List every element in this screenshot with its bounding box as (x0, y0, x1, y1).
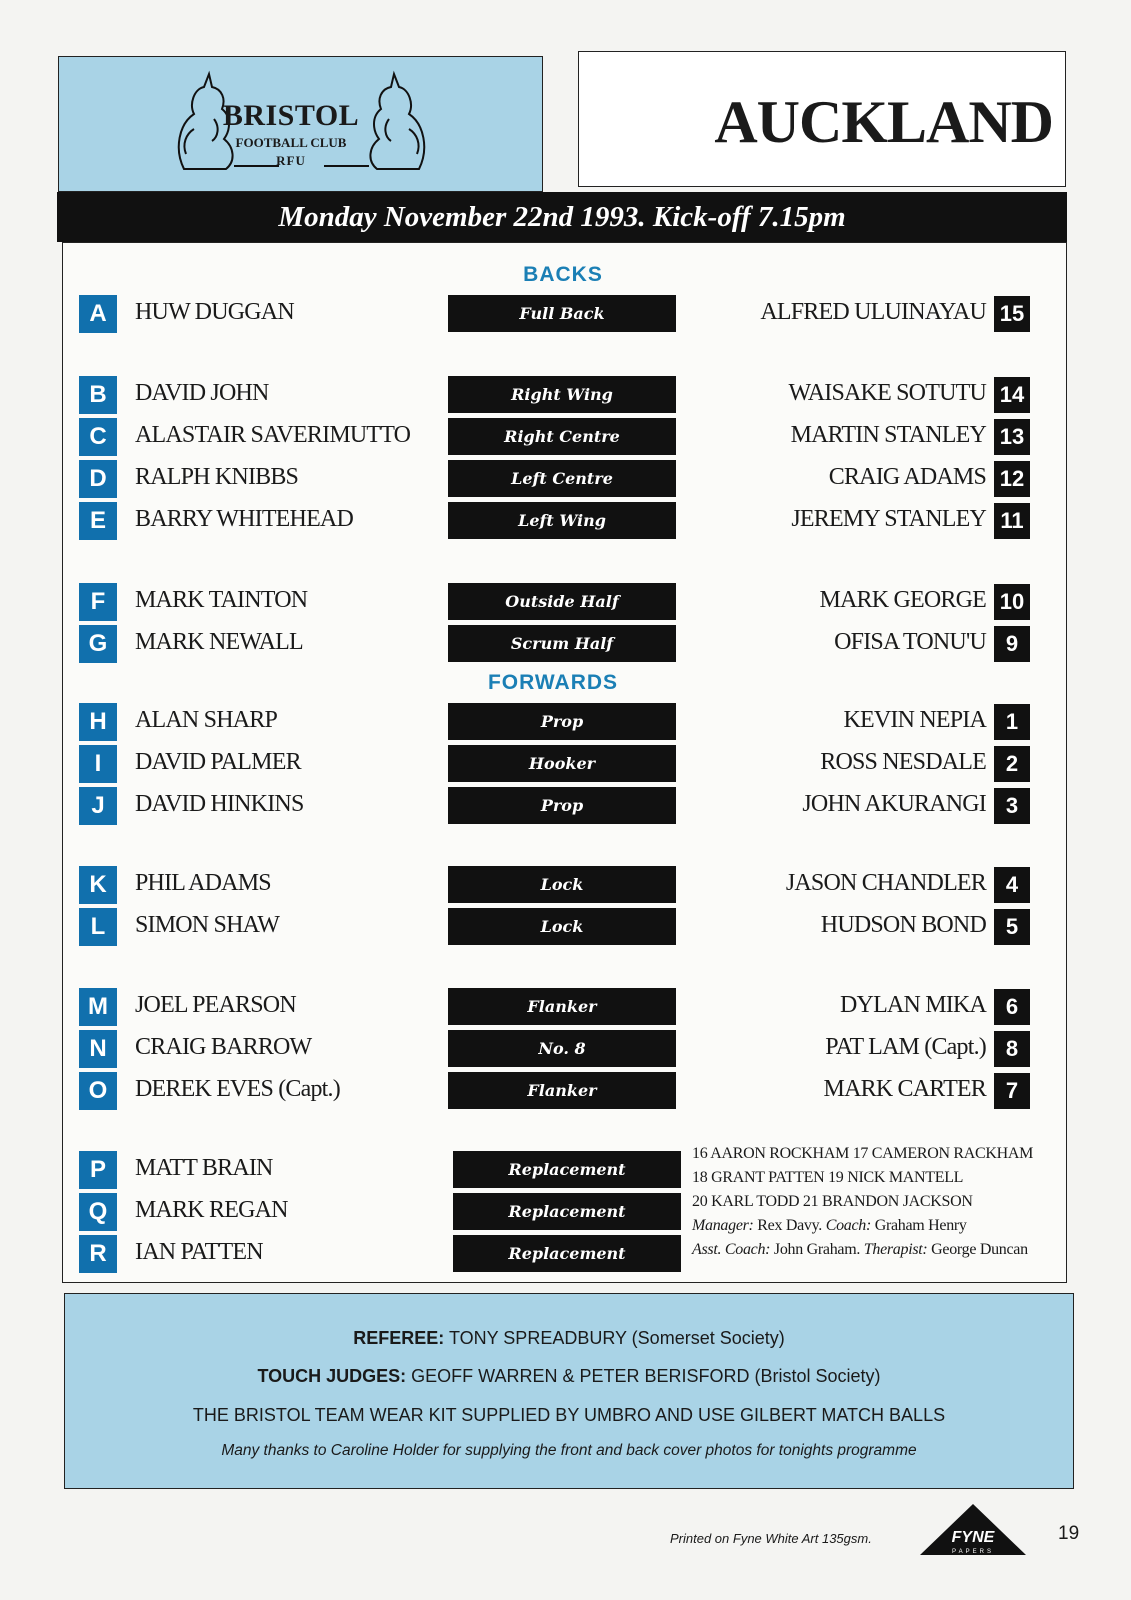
manager-name: Rex Davy. (757, 1217, 822, 1234)
printed-note: Printed on Fyne White Art 135gsm. (670, 1531, 872, 1546)
thanks-line: Many thanks to Caroline Holder for supplying the front and back cover photos for tonights programme (221, 1442, 917, 1459)
away-staff-line (692, 1214, 1072, 1238)
player-letter-badge: O (79, 1072, 117, 1110)
fyne-papers-logo (918, 1502, 1028, 1557)
home-player-name: JOEL PEARSON (135, 992, 296, 1018)
referee-label: REFEREE: (353, 1328, 445, 1348)
kit-sponsor-line: THE BRISTOL TEAM WEAR KIT SUPPLIED BY UMBRO AND USE GILBERT MATCH BALLS (192, 1405, 946, 1425)
away-player-number: 4 (994, 867, 1030, 903)
home-player-name: DAVID PALMER (135, 749, 301, 775)
player-letter-badge: P (79, 1151, 117, 1189)
player-letter-badge: Q (79, 1193, 117, 1231)
officials-panel (64, 1293, 1074, 1489)
player-letter-badge: C (79, 418, 117, 456)
position-label: Replacement (453, 1151, 681, 1188)
forwards-heading: FORWARDS (487, 671, 619, 694)
home-player-name: IAN PATTEN (135, 1239, 263, 1265)
away-player-name: WAISAKE SOTUTU (788, 380, 986, 406)
position-label: Prop (448, 703, 676, 740)
touch-judges-names: GEOFF WARREN & PETER BERISFORD (Bristol Society) (411, 1366, 881, 1386)
club-subtitle: FOOTBALL CLUB (235, 135, 347, 150)
home-player-name: MARK REGAN (135, 1197, 288, 1223)
club-union: RFU (276, 153, 306, 168)
away-replacements-line: 16 AARON ROCKHAM 17 CAMERON RACKHAM (692, 1145, 1034, 1162)
home-player-name: DAVID JOHN (135, 380, 269, 406)
player-letter-badge: I (79, 745, 117, 783)
away-player-number: 1 (994, 704, 1030, 740)
fyne-logo-sub: PAPERS (952, 1549, 994, 1555)
asst-coach-label: Asst. Coach: (692, 1241, 771, 1258)
away-player-number: 13 (994, 419, 1030, 455)
player-letter-badge: E (79, 502, 117, 540)
position-label: Scrum Half (448, 625, 676, 662)
player-letter-badge: R (79, 1235, 117, 1273)
position-label: Right Centre (448, 418, 676, 455)
referee-line (65, 1328, 1073, 1349)
away-player-name: DYLAN MIKA (840, 992, 986, 1018)
home-player-name: ALASTAIR SAVERIMUTTO (135, 422, 411, 448)
away-player-name: MARTIN STANLEY (790, 422, 986, 448)
home-player-name: MARK TAINTON (135, 587, 308, 613)
position-label: No. 8 (448, 1030, 676, 1067)
opponent-title: AUCKLAND (714, 89, 1053, 155)
home-player-name: DEREK EVES (Capt.) (135, 1076, 340, 1102)
away-player-name: ALFRED ULUINAYAU (760, 299, 986, 325)
away-player-name: MARK GEORGE (819, 587, 986, 613)
away-player-number: 14 (994, 377, 1030, 413)
position-label: Flanker (448, 1072, 676, 1109)
player-letter-badge: N (79, 1030, 117, 1068)
away-player-number: 5 (994, 909, 1030, 945)
position-label: Prop (448, 787, 676, 824)
position-label: Replacement (453, 1235, 681, 1272)
away-replacements-line: 20 KARL TODD 21 BRANDON JACKSON (692, 1193, 973, 1210)
away-replacements-line: 18 GRANT PATTEN 19 NICK MANTELL (692, 1169, 964, 1186)
home-player-name: ALAN SHARP (135, 707, 278, 733)
home-player-name: DAVID HINKINS (135, 791, 304, 817)
away-player-number: 11 (994, 503, 1030, 539)
home-player-name: SIMON SHAW (135, 912, 280, 938)
page-number: 19 (1058, 1523, 1080, 1544)
away-player-number: 2 (994, 746, 1030, 782)
away-player-number: 9 (994, 626, 1030, 662)
position-label: Replacement (453, 1193, 681, 1230)
away-replacements (692, 1142, 1072, 1262)
backs-heading: BACKS (523, 263, 603, 286)
bristol-logo-panel (58, 56, 543, 192)
away-player-number: 12 (994, 461, 1030, 497)
position-label: Flanker (448, 988, 676, 1025)
player-letter-badge: D (79, 460, 117, 498)
away-player-number: 6 (994, 989, 1030, 1025)
player-letter-badge: L (79, 908, 117, 946)
away-player-name: HUDSON BOND (820, 912, 986, 938)
player-letter-badge: H (79, 703, 117, 741)
player-letter-badge: K (79, 866, 117, 904)
player-letter-badge: A (79, 295, 117, 333)
position-label: Left Centre (448, 460, 676, 497)
home-player-name: RALPH KNIBBS (135, 464, 299, 490)
home-player-name: PHIL ADAMS (135, 870, 271, 896)
away-player-name: PAT LAM (Capt.) (825, 1034, 986, 1060)
player-letter-badge: F (79, 583, 117, 621)
match-date-bar: Monday November 22nd 1993. Kick-off 7.15pm (57, 192, 1067, 242)
opponent-panel (578, 51, 1066, 187)
position-label: Right Wing (448, 376, 676, 413)
away-player-number: 8 (994, 1031, 1030, 1067)
touch-judges-label: TOUCH JUDGES: (257, 1366, 407, 1386)
coach-label: Coach: (825, 1217, 872, 1234)
player-letter-badge: J (79, 787, 117, 825)
away-player-name: JEREMY STANLEY (791, 506, 986, 532)
away-player-name: ROSS NESDALE (820, 749, 986, 775)
position-label: Hooker (448, 745, 676, 782)
away-player-number: 7 (994, 1073, 1030, 1109)
position-label: Outside Half (448, 583, 676, 620)
asst-coach-name: John Graham. (773, 1241, 861, 1258)
coach-name: Graham Henry (874, 1217, 967, 1234)
away-staff-line (692, 1238, 1072, 1262)
position-label: Lock (448, 908, 676, 945)
position-label: Left Wing (448, 502, 676, 539)
away-player-number: 10 (994, 584, 1030, 620)
manager-label: Manager: (692, 1217, 754, 1234)
home-player-name: HUW DUGGAN (135, 299, 294, 325)
player-letter-badge: B (79, 376, 117, 414)
position-label: Lock (448, 866, 676, 903)
club-name: BRISTOL (222, 99, 360, 132)
club-crest (164, 69, 439, 179)
home-player-name: BARRY WHITEHEAD (135, 506, 353, 532)
therapist-label: Therapist: (863, 1241, 928, 1258)
player-letter-badge: G (79, 625, 117, 663)
touch-judges-line (65, 1366, 1073, 1387)
away-player-name: MARK CARTER (823, 1076, 986, 1102)
away-player-name: JASON CHANDLER (785, 870, 986, 896)
home-player-name: MARK NEWALL (135, 629, 303, 655)
fyne-logo-word: FYNE (951, 1529, 995, 1546)
away-player-number: 15 (994, 296, 1030, 332)
therapist-name: George Duncan (931, 1241, 1028, 1258)
position-label: Full Back (448, 295, 676, 332)
home-player-name: CRAIG BARROW (135, 1034, 312, 1060)
away-player-name: OFISA TONU'U (834, 629, 986, 655)
home-player-name: MATT BRAIN (135, 1155, 273, 1181)
away-player-name: KEVIN NEPIA (843, 707, 986, 733)
referee-name: TONY SPREADBURY (Somerset Society) (448, 1328, 785, 1348)
player-letter-badge: M (79, 988, 117, 1026)
away-player-name: CRAIG ADAMS (828, 464, 986, 490)
away-player-name: JOHN AKURANGI (802, 791, 986, 817)
away-player-number: 3 (994, 788, 1030, 824)
